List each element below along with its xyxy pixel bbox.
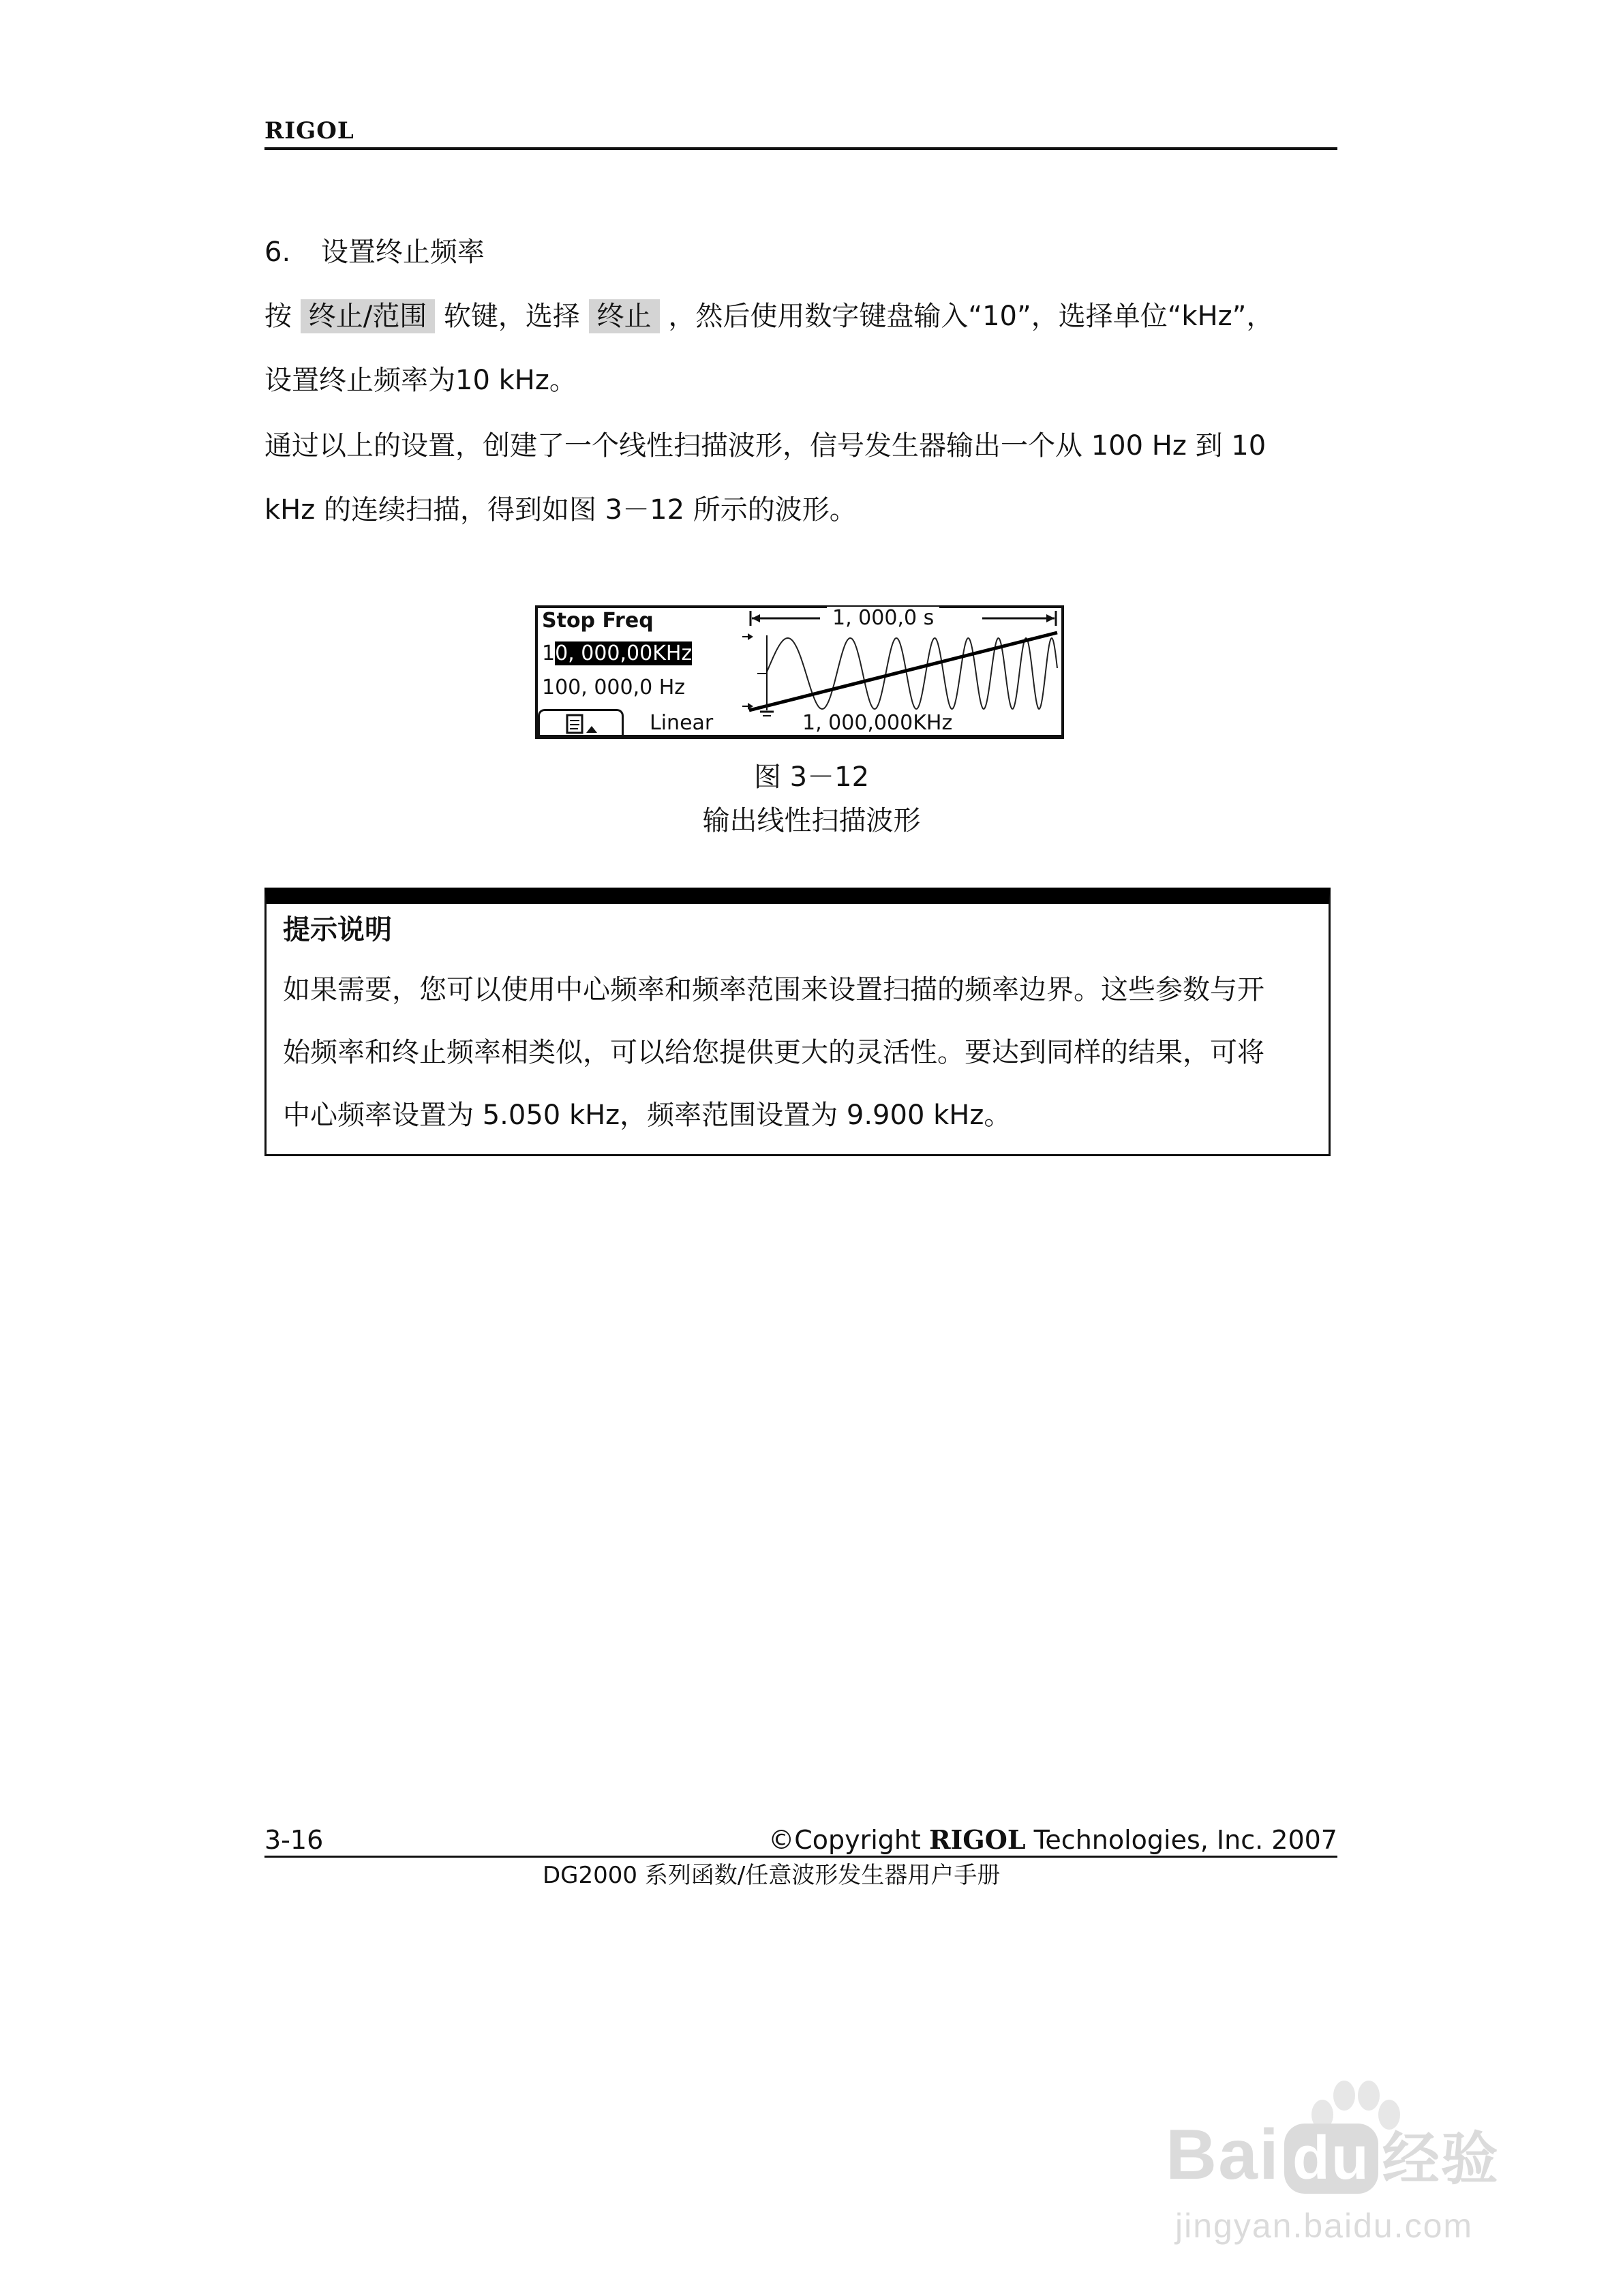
copyright-prefix: ©Copyright — [768, 1825, 929, 1855]
menu-tab — [538, 709, 624, 736]
stop-freq-highlighted: 0, 000,00KHz — [555, 641, 693, 665]
stop-freq-value — [542, 642, 692, 665]
figure-number: 图 3－12 — [753, 761, 870, 793]
header-rule — [264, 147, 1337, 150]
page-menu-icon — [540, 711, 622, 736]
sweep-waveform — [767, 638, 1057, 709]
tip-line-2: 始频率和终止频率相类似，可以给您提供更大的灵活性。要达到同样的结果，可将 — [283, 1037, 1264, 1068]
tip-line-3: 中心频率设置为 5.050 kHz，频率范围设置为 9.900 kHz。 — [283, 1100, 1012, 1131]
sweep-time: 1, 000,0 s — [827, 607, 939, 630]
figure-caption: 输出线性扫描波形 — [702, 805, 921, 836]
sweep-mode: Linear — [650, 711, 714, 735]
para1-mid: 软键，选择 — [443, 301, 580, 332]
paragraph-1-line-2: 设置终止频率为10 kHz。 — [264, 365, 577, 396]
watermark-text-2: du — [1284, 2124, 1378, 2194]
footer-rule — [264, 1856, 1337, 1858]
baidu-watermark — [1159, 2072, 1541, 2256]
paragraph-2-line-2: kHz 的连续扫描，得到如图 3－12 所示的波形。 — [264, 494, 857, 526]
start-freq-value: 100, 000,0 Hz — [542, 676, 686, 699]
tip-line-1: 如果需要，您可以使用中心频率和频率范围来设置扫描的频率边界。这些参数与开 — [283, 974, 1264, 1006]
section-heading — [264, 233, 1337, 271]
watermark-text-3: 经验 — [1382, 2127, 1500, 2191]
paragraph-1-line-1 — [264, 297, 1337, 335]
screen-bottom-line — [538, 735, 1061, 737]
softkey-stop: 终止 — [589, 299, 660, 333]
copyright-suffix: Technologies, Inc. 2007 — [1025, 1825, 1337, 1855]
stop-freq-first-digit: 1 — [542, 641, 556, 665]
watermark-text-1: Bai — [1166, 2115, 1280, 2194]
page-number: 3-16 — [264, 1825, 324, 1855]
para1-suffix: ，然后使用数字键盘输入“10”，选择单位“kHz”， — [668, 301, 1274, 332]
center-freq-value: 1, 000,000KHz — [802, 711, 953, 735]
copyright — [768, 1823, 1337, 1857]
section-number: 6. — [264, 237, 291, 268]
manual-title: DG2000 系列函数/任意波形发生器用户手册 — [543, 1862, 1001, 1889]
header-brand: RIGOL — [264, 117, 354, 145]
screen-title: Stop Freq — [542, 609, 654, 633]
copyright-brand: RIGOL — [928, 1824, 1026, 1855]
softkey-stop-range: 终止/范围 — [301, 299, 435, 333]
tip-title: 提示说明 — [283, 914, 392, 946]
section-title: 设置终止频率 — [320, 237, 485, 268]
paragraph-2-line-1: 通过以上的设置，创建了一个线性扫描波形，信号发生器输出一个从 100 Hz 到 10 — [264, 430, 1266, 462]
instrument-screen — [535, 605, 1064, 739]
tip-box — [264, 888, 1331, 1156]
watermark-url: jingyan.baidu.com — [1175, 2207, 1474, 2245]
para1-prefix: 按 — [264, 301, 292, 332]
